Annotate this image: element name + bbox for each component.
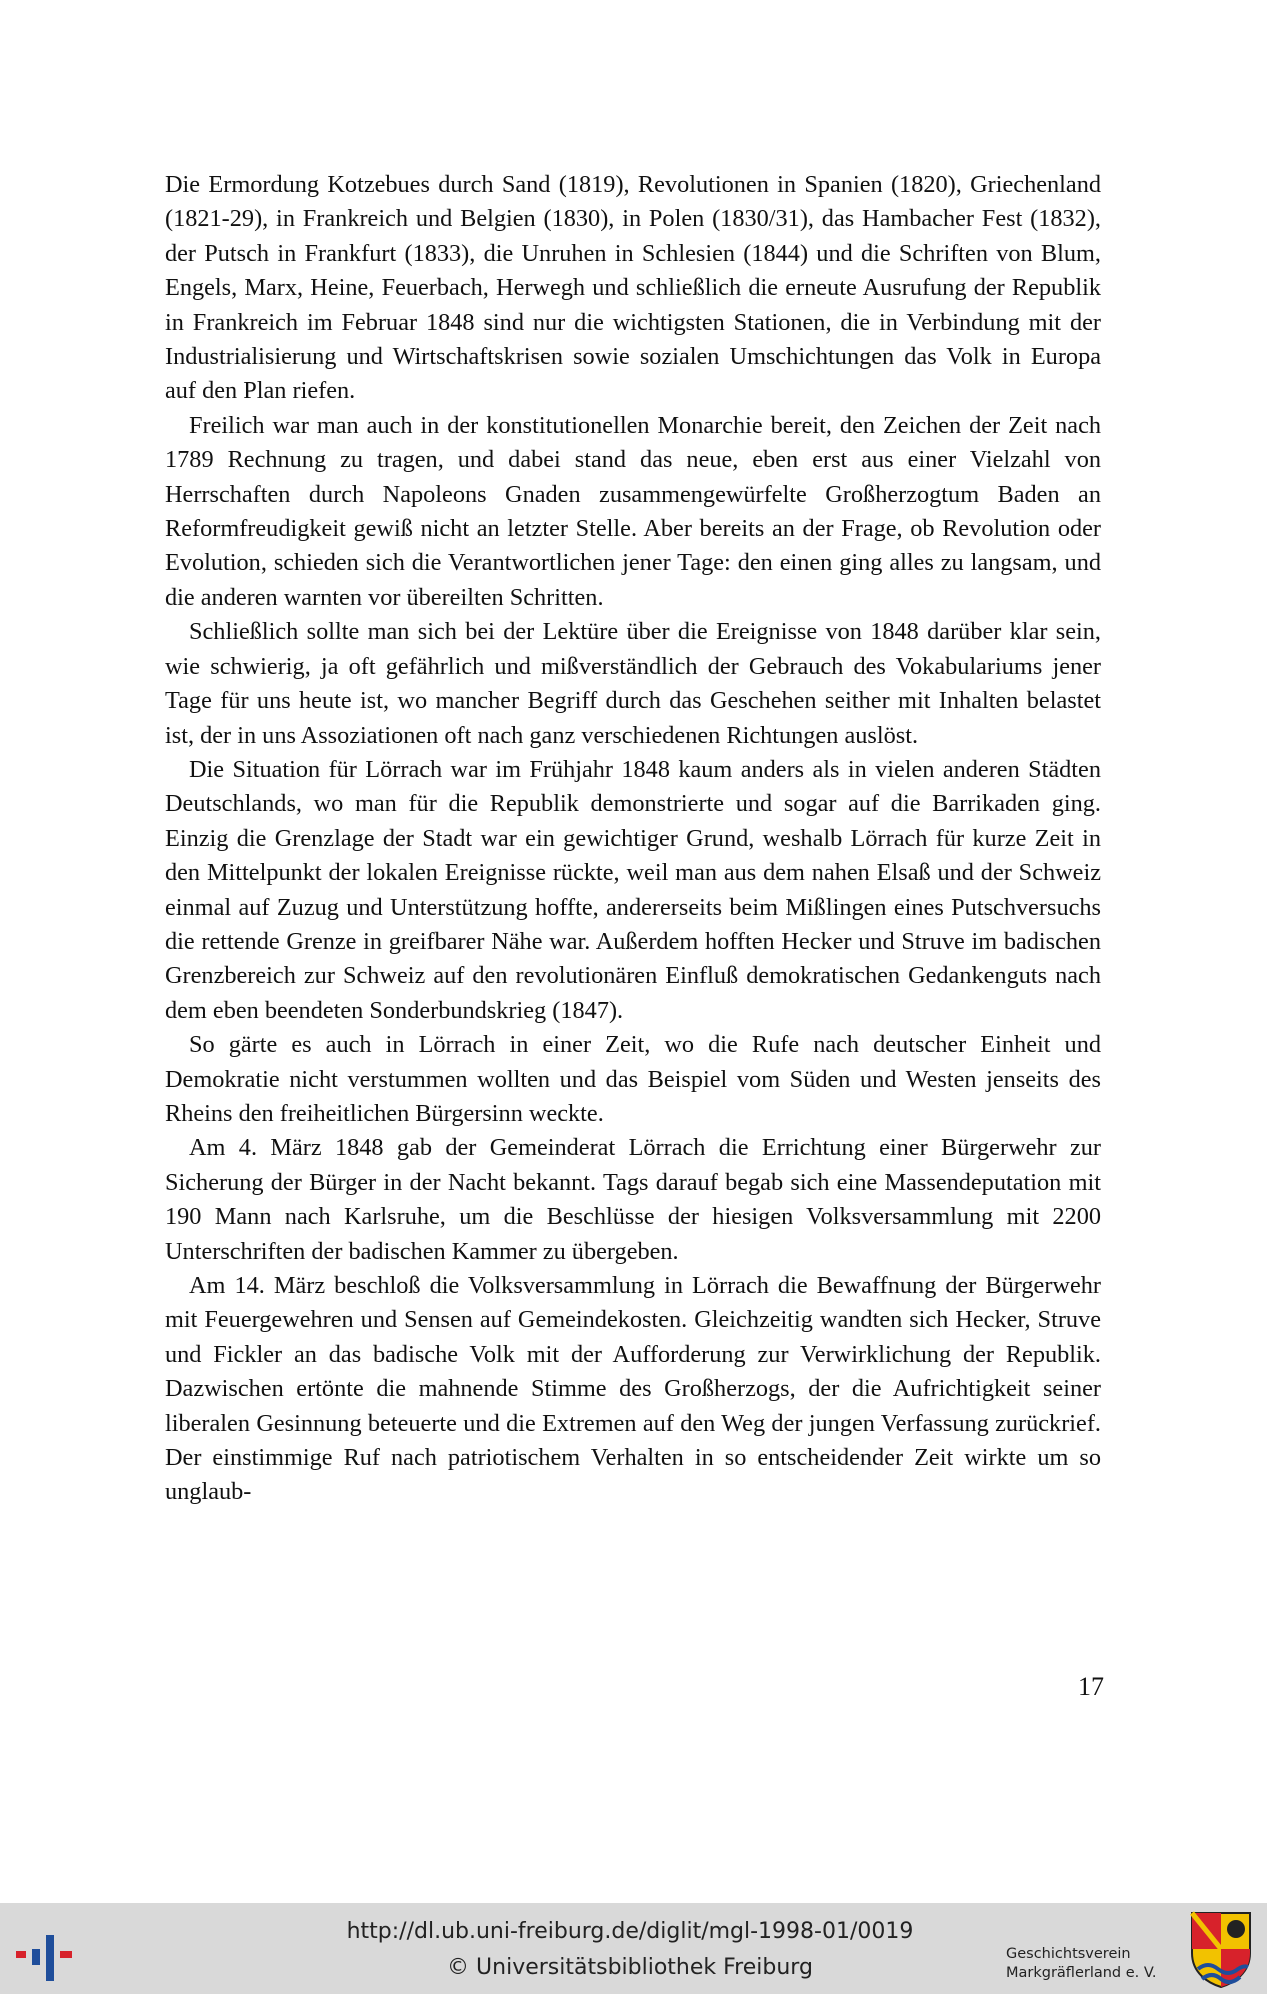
paragraph: Am 14. März beschloß die Volksversammlung in Lörrach die Bewaffnung der Bürgerwehr mit Feuergewehren und Sensen auf Gemeindekosten. Gleichzeitig wandten sich Hecker, Struve und Fickler an das badische Volk mit der Aufforderung zur Verwirklichung der Republik. Dazwischen ertönte die mahnende Stimme des Großherzogs, der die Aufrichtigkeit seiner liberalen Gesinnung beteuerte und die Extremen auf den Weg der jungen Verfassung zurückrief. Der einstimmige Ruf nach patriotischem Verhalten in so entscheidender Zeit wirkte um so unglaub-	[165, 1272, 1101, 1506]
society-line-2: Markgräflerland e. V.	[1006, 1965, 1157, 1981]
paragraph: Am 4. März 1848 gab der Gemeinderat Lörrach die Errichtung einer Bürgerwehr zur Sicherung der Bürger in der Nacht bekannt. Tags darauf begab sich eine Massendeputation mit 190 Mann nach Karlsruhe, um die Beschlüsse der hiesigen Volksversammlung mit 2200 Unterschriften der badischen Kammer zu übergeben.	[165, 1134, 1101, 1265]
document-url-link[interactable]: http://dl.ub.uni-freiburg.de/diglit/mgl-1998-01/0019	[346, 1919, 914, 1944]
body-text	[165, 168, 1101, 1510]
ub-freiburg-logo-icon	[14, 1935, 80, 1981]
paragraph: Freilich war man auch in der konstitutionellen Monarchie bereit, den Zeichen der Zeit nach 1789 Rechnung zu tragen, und dabei stand das neue, eben erst aus einer Vielzahl von Herrschaften durch Napoleons Gnaden zusammengewürfelte Großherzogtum Baden an Reformfreudigkeit gewiß nicht an letzter Stelle. Aber bereits an der Frage, ob Revolution oder Evolution, schieden sich die Verantwortlichen jener Tage: den einen ging alles zu langsam, und die anderen warnten vor übereilten Schritten.	[165, 411, 1101, 611]
paragraph: Die Situation für Lörrach war im Frühjahr 1848 kaum anders als in vielen anderen Städten Deutschlands, wo man für die Republik demonstrierte und sogar auf die Barrikaden ging. Einzig die Grenzlage der Stadt war ein gewichtiger Grund, weshalb Lörrach für kurze Zeit in den Mittelpunkt der lokalen Ereignisse rückte, weil man aus dem nahen Elsaß und der Schweiz einmal auf Zuzug und Unterstützung hoffte, andererseits beim Mißlingen eines Putschversuchs die rettende Grenze in greifbarer Nähe war. Außerdem hofften Hecker und Struve im badischen Grenzbereich zur Schweiz auf den revolutionären Einfluß demokratischen Gedankenguts nach dem eben beendeten Sonderbundskrieg (1847).	[165, 755, 1101, 1024]
society-name	[1006, 1945, 1186, 1983]
paragraph: So gärte es auch in Lörrach in einer Zeit, wo die Rufe nach deutscher Einheit und Demokratie nicht verstummen wollten und das Beispiel vom Süden und Westen jenseits des Rheins den freiheitlichen Bürgersinn weckte.	[165, 1031, 1101, 1127]
copyright-notice: © Universitätsbibliothek Freiburg	[447, 1955, 813, 1980]
coat-of-arms-icon	[1188, 1909, 1254, 1989]
page-number: 17	[1078, 1672, 1104, 1701]
viewer-footer	[0, 1903, 1267, 1994]
paragraph: Die Ermordung Kotzebues durch Sand (1819), Revolutionen in Spanien (1820), Griechenland (1821-29), in Frankreich und Belgien (1830), in Polen (1830/31), das Hambacher Fest (1832), der Putsch in Frankfurt (1833), die Unruhen in Schlesien (1844) und die Schriften von Blum, Engels, Marx, Heine, Feuerbach, Herwegh und schließlich die erneute Ausrufung der Republik in Frankreich im Februar 1848 sind nur die wichtigsten Stationen, die in Verbindung mit der Industrialisierung und Wirtschaftskrisen sowie sozialen Umschichtungen das Volk in Europa auf den Plan riefen.	[165, 171, 1101, 405]
society-line-1: Geschichtsverein	[1006, 1946, 1131, 1962]
paragraph: Schließlich sollte man sich bei der Lektüre über die Ereignisse von 1848 darüber klar sein, wie schwierig, ja oft gefährlich und mißverständlich der Gebrauch des Vokabulariums jener Tage für uns heute ist, wo mancher Begriff durch das Geschehen seither mit Inhalten belastet ist, der in uns Assoziationen oft nach ganz verschiedenen Richtungen auslöst.	[165, 618, 1101, 749]
